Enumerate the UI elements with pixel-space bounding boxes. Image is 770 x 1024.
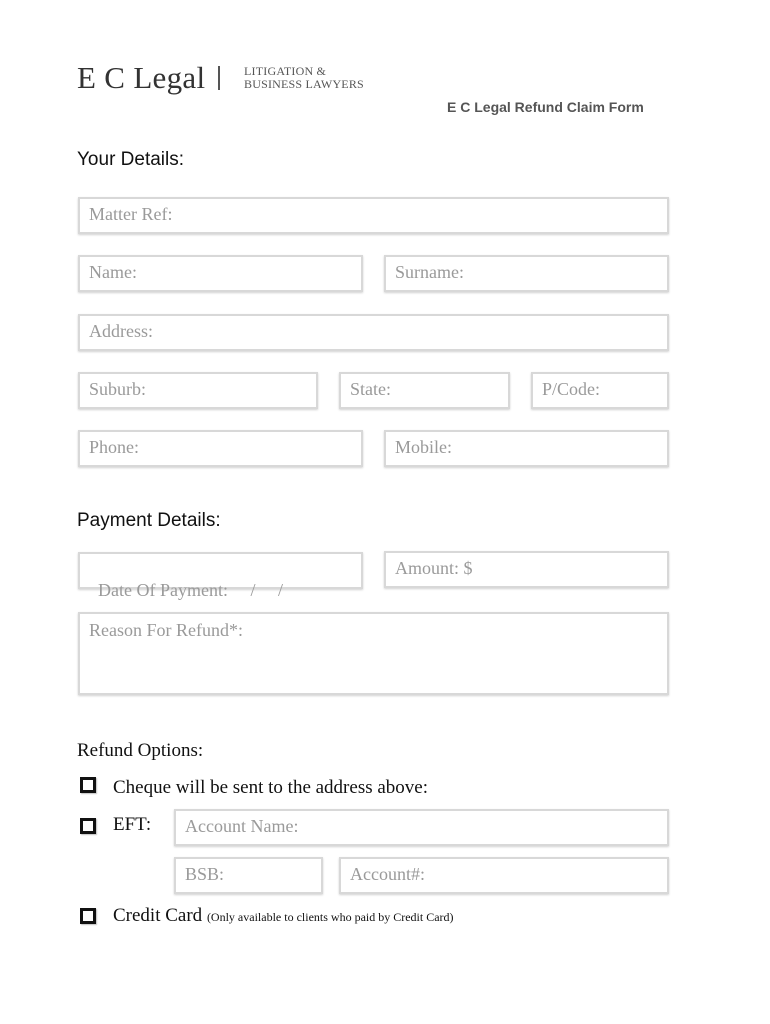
credit-card-checkbox[interactable] bbox=[80, 908, 96, 924]
phone-label: Phone: bbox=[89, 437, 140, 457]
logo-tagline bbox=[244, 65, 364, 91]
suburb-label: Suburb: bbox=[89, 379, 147, 399]
credit-card-option-label: Credit Card bbox=[113, 905, 203, 926]
logo-divider bbox=[218, 66, 220, 90]
state-field[interactable] bbox=[339, 372, 510, 409]
logo-tagline-line-1: LITIGATION & bbox=[244, 64, 327, 78]
account-number-label: Account#: bbox=[350, 864, 425, 884]
logo-name: E C Legal bbox=[77, 60, 206, 95]
postcode-label: P/Code: bbox=[542, 379, 601, 399]
matter-ref-label: Matter Ref: bbox=[89, 204, 173, 224]
reason-for-refund-field[interactable] bbox=[78, 612, 669, 695]
cheque-checkbox[interactable] bbox=[80, 777, 96, 793]
payment-details-heading: Payment Details: bbox=[77, 510, 221, 531]
account-name-field[interactable] bbox=[174, 809, 669, 846]
name-field[interactable] bbox=[78, 255, 363, 292]
account-name-label: Account Name: bbox=[185, 816, 299, 836]
refund-options-heading: Refund Options: bbox=[77, 740, 204, 761]
your-details-heading: Your Details: bbox=[77, 149, 185, 170]
reason-for-refund-label: Reason For Refund*: bbox=[89, 620, 243, 640]
eft-option-label: EFT: bbox=[113, 814, 152, 835]
phone-field[interactable] bbox=[78, 430, 363, 467]
state-label: State: bbox=[350, 379, 391, 399]
cheque-option-label: Cheque will be sent to the address above: bbox=[113, 777, 429, 798]
matter-ref-field[interactable] bbox=[78, 197, 669, 234]
mobile-field[interactable] bbox=[384, 430, 669, 467]
form-title: E C Legal Refund Claim Form bbox=[447, 99, 644, 115]
mobile-label: Mobile: bbox=[395, 437, 452, 457]
address-field[interactable] bbox=[78, 314, 669, 351]
surname-label: Surname: bbox=[395, 262, 464, 282]
bsb-label: BSB: bbox=[185, 864, 225, 884]
name-label: Name: bbox=[89, 262, 137, 282]
amount-field[interactable] bbox=[384, 551, 669, 588]
account-number-field[interactable] bbox=[339, 857, 669, 894]
credit-card-note: (Only available to clients who paid by Credit Card) bbox=[206, 910, 454, 924]
date-of-payment-field[interactable] bbox=[78, 552, 363, 600]
surname-field[interactable] bbox=[384, 255, 669, 292]
credit-card-option bbox=[113, 905, 454, 927]
amount-label: Amount: $ bbox=[395, 558, 473, 578]
eft-checkbox[interactable] bbox=[80, 818, 96, 834]
suburb-field[interactable] bbox=[78, 372, 318, 409]
address-label: Address: bbox=[89, 321, 153, 341]
logo-tagline-line-2: BUSINESS LAWYERS bbox=[244, 77, 364, 91]
date-of-payment-label: Date Of Payment: / / bbox=[98, 580, 283, 600]
bsb-field[interactable] bbox=[174, 857, 323, 894]
postcode-field[interactable] bbox=[531, 372, 669, 409]
